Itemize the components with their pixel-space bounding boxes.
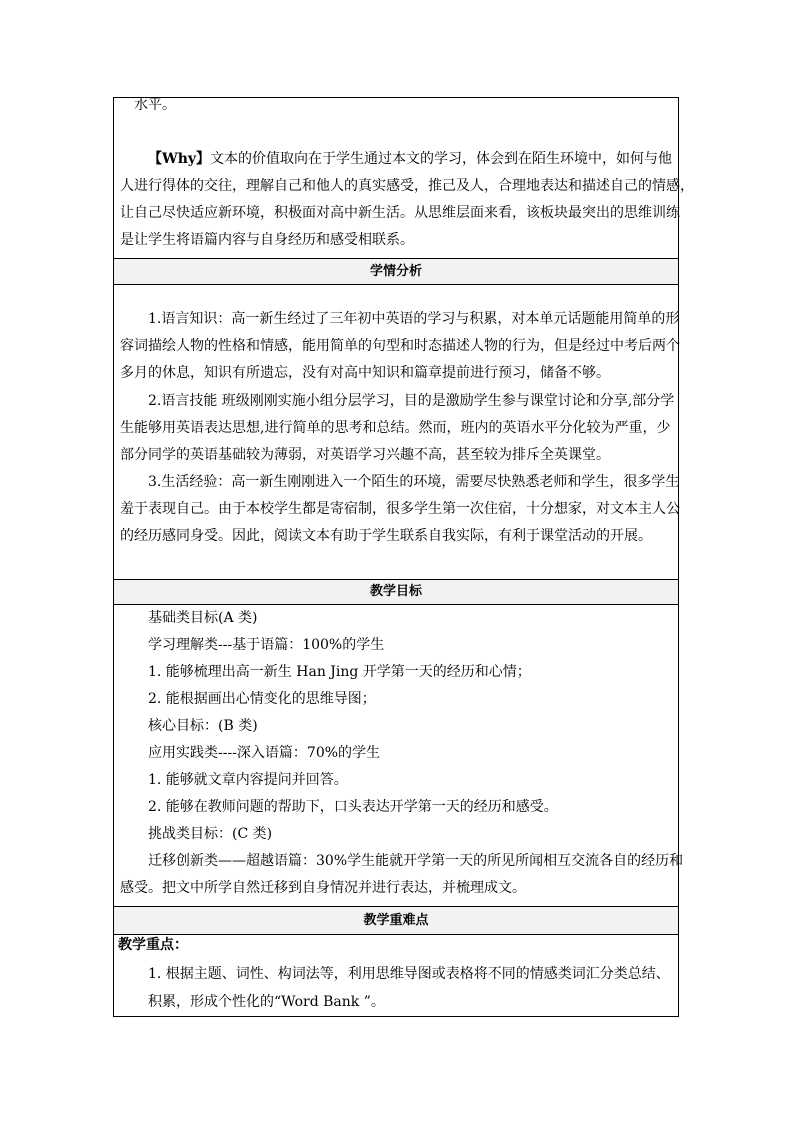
text-line: 1. 能够就文章内容提问并回答。 — [148, 772, 348, 788]
text-line: 2. 能根据画出心情变化的思维导图； — [148, 691, 376, 707]
why-tag: 【Why】 — [148, 151, 211, 167]
text-line: 挑战类目标：(C 类) — [148, 826, 273, 842]
key-points-subheader: 教学重点： — [118, 937, 188, 953]
section-header-key-points — [114, 906, 678, 935]
text-line: 1. 根据主题、词性、构词法等，利用思维导图或表格将不同的情感类词汇分类总结、 — [148, 966, 670, 982]
section-header-teaching-goals — [114, 579, 678, 605]
section-header-label: 教学重难点 — [363, 913, 429, 928]
text-line: 是让学生将语篇内容与自身经历和感受相联系。 — [120, 232, 414, 248]
text-line: 人进行得体的交往，理解自己和他人的真实感受，推己及人，合理地表达和描述自己的情感， — [120, 178, 694, 194]
lesson-plan-table — [113, 97, 694, 1017]
text-line: 2.语言技能 班级刚刚实施小组分层学习，目的是激励学生参与课堂讨论和分享,部分学 — [148, 393, 675, 409]
text-line: 的经历感同身受。因此，阅读文本有助于学生联系自我实际，有利于课堂活动的开展。 — [120, 528, 652, 544]
text-line: 核心目标：(B 类) — [148, 718, 258, 734]
text-fragment: 文本的价值取向在于学生通过本文的学习，体会到在陌生环境中，如何与他 — [210, 151, 673, 167]
text-line: 部分同学的英语基础较为薄弱，对英语学习兴趣不高，甚至较为排斥全英课堂。 — [120, 447, 610, 463]
text-line: 让自己尽快适应新环境，积极面对高中新生活。从思维层面来看，该板块最突出的思维训练 — [120, 205, 680, 221]
text-line: 感受。把文中所学自然迁移到自身情况并进行表达，并梳理成文。 — [120, 880, 526, 896]
text-line: 容词描绘人物的性格和情感，能用简单的句型和时态描述人物的行为，但是经过中考后两个 — [120, 338, 680, 354]
text-line: 水平。 — [134, 97, 176, 113]
section-header-label: 教学目标 — [369, 584, 422, 599]
text-line: 生能够用英语表达思想,进行简单的思考和总结。然而，班内的英语水平分化较为严重，少 — [120, 420, 671, 436]
text-line: 多月的休息，知识有所遗忘，没有对高中知识和篇章提前进行预习，储备不够。 — [120, 365, 610, 381]
text-line: 3.生活经验：高一新生刚刚进入一个陌生的环境，需要尽快熟悉老师和学生，很多学生 — [148, 474, 680, 490]
text-line — [148, 146, 672, 173]
text-line: 1. 能够梳理出高一新生 Han Jing 开学第一天的经历和心情； — [148, 664, 531, 680]
section-header-label: 学情分析 — [369, 264, 422, 279]
text-line: 积累，形成个性化的“Word Bank ”。 — [148, 994, 385, 1010]
text-line: 羞于表现自己。由于本校学生都是寄宿制，很多学生第一次住宿，十分想家，对文本主人公 — [120, 501, 680, 517]
text-line: 应用实践类----深入语篇：70%的学生 — [148, 745, 381, 761]
section-header-learning-analysis — [114, 258, 678, 285]
text-line: 迁移创新类——超越语篇：30%学生能就开学第一天的所见所闻相互交流各自的经历和 — [148, 853, 684, 869]
text-line: 学习理解类---基于语篇：100%的学生 — [148, 637, 385, 653]
text-line: 基础类目标(A 类) — [148, 610, 258, 626]
text-line: 2. 能够在教师问题的帮助下，口头表达开学第一天的经历和感受。 — [148, 799, 558, 815]
text-line: 1.语言知识：高一新生经过了三年初中英语的学习与积累，对本单元话题能用简单的形 — [148, 311, 680, 327]
